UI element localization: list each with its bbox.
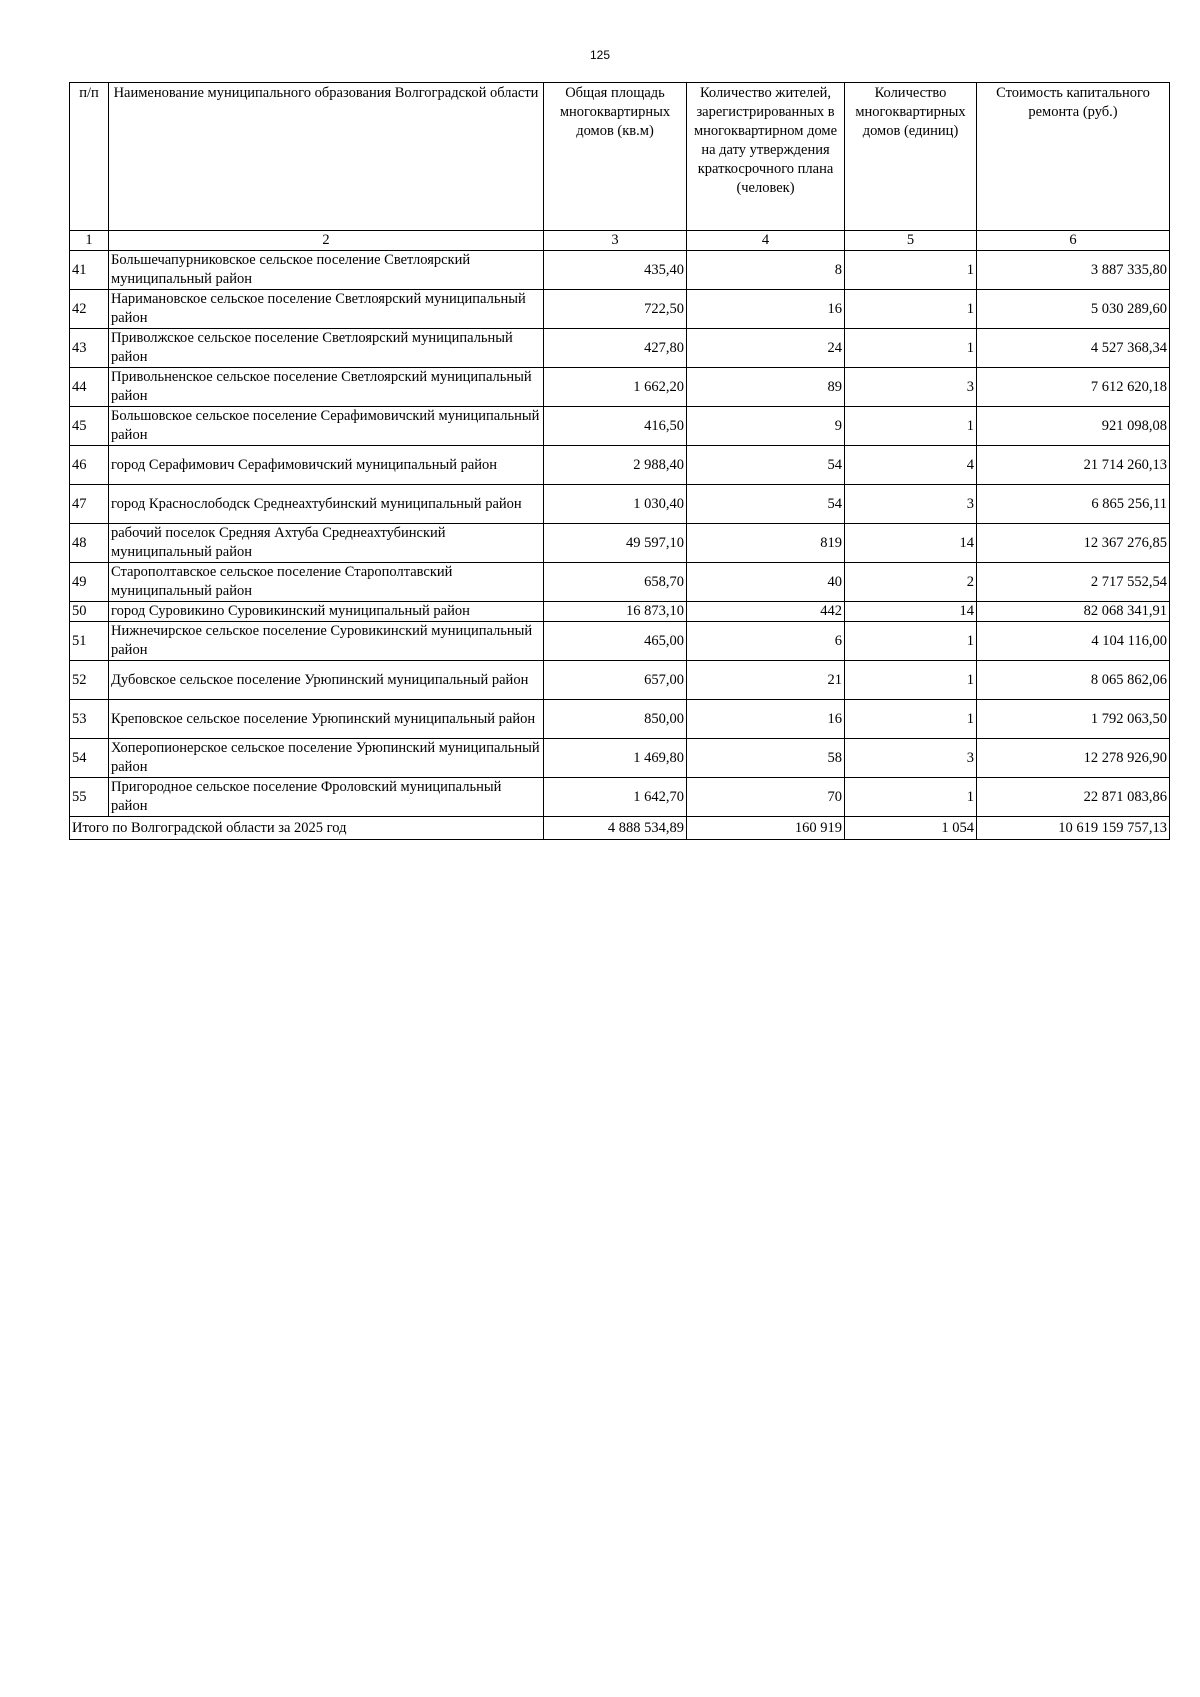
area-value: 416,50 [544,407,687,446]
houses-value: 14 [845,524,977,563]
area-value: 1 642,70 [544,778,687,817]
residents-value: 9 [687,407,845,446]
houses-value: 1 [845,251,977,290]
total-cost: 10 619 159 757,13 [977,817,1170,840]
table-row [70,602,1170,622]
municipality-name: Большечапурниковское сельское поселение Светлоярский муниципальный район [109,251,544,290]
row-number: 55 [70,778,109,817]
residents-value: 6 [687,622,845,661]
area-value: 465,00 [544,622,687,661]
residents-value: 58 [687,739,845,778]
municipality-name: Наримановское сельское поселение Светлоярский муниципальный район [109,290,544,329]
houses-value: 1 [845,622,977,661]
row-number: 47 [70,485,109,524]
column-number: 4 [687,231,845,251]
cost-value: 3 887 335,80 [977,251,1170,290]
residents-value: 442 [687,602,845,622]
header-area: Общая площадь многоквартирных домов (кв.м) [544,83,687,231]
residents-value: 21 [687,661,845,700]
table-row [70,251,1170,290]
area-value: 435,40 [544,251,687,290]
total-residents: 160 919 [687,817,845,840]
area-value: 2 988,40 [544,446,687,485]
row-number: 45 [70,407,109,446]
row-number: 42 [70,290,109,329]
row-number: 41 [70,251,109,290]
residents-value: 70 [687,778,845,817]
cost-value: 6 865 256,11 [977,485,1170,524]
row-number: 51 [70,622,109,661]
municipality-name: Привольненское сельское поселение Светлоярский муниципальный район [109,368,544,407]
residents-value: 16 [687,700,845,739]
table-row [70,739,1170,778]
municipality-name: Большовское сельское поселение Серафимовичский муниципальный район [109,407,544,446]
cost-value: 4 104 116,00 [977,622,1170,661]
houses-value: 14 [845,602,977,622]
column-number: 1 [70,231,109,251]
residents-value: 24 [687,329,845,368]
table-row [70,778,1170,817]
area-value: 16 873,10 [544,602,687,622]
area-value: 1 030,40 [544,485,687,524]
houses-value: 1 [845,778,977,817]
table-row [70,524,1170,563]
total-row [70,817,1170,840]
row-number: 44 [70,368,109,407]
area-value: 1 662,20 [544,368,687,407]
houses-value: 1 [845,407,977,446]
table-row [70,563,1170,602]
area-value: 722,50 [544,290,687,329]
cost-value: 12 367 276,85 [977,524,1170,563]
table-row [70,485,1170,524]
municipality-name: Нижнечирское сельское поселение Суровикинский муниципальный район [109,622,544,661]
municipality-name: Пригородное сельское поселение Фроловский муниципальный район [109,778,544,817]
houses-value: 4 [845,446,977,485]
cost-value: 2 717 552,54 [977,563,1170,602]
houses-value: 1 [845,700,977,739]
cost-value: 22 871 083,86 [977,778,1170,817]
municipality-name: Приволжское сельское поселение Светлоярский муниципальный район [109,329,544,368]
row-number: 54 [70,739,109,778]
cost-value: 7 612 620,18 [977,368,1170,407]
houses-value: 3 [845,368,977,407]
houses-value: 3 [845,739,977,778]
header-houses: Количество многоквартирных домов (единиц) [845,83,977,231]
residents-value: 89 [687,368,845,407]
column-number: 5 [845,231,977,251]
area-value: 427,80 [544,329,687,368]
column-number: 3 [544,231,687,251]
area-value: 49 597,10 [544,524,687,563]
header-cost: Стоимость капитального ремонта (руб.) [977,83,1170,231]
row-number: 43 [70,329,109,368]
residents-value: 54 [687,485,845,524]
cost-value: 21 714 260,13 [977,446,1170,485]
column-number: 6 [977,231,1170,251]
table-row [70,290,1170,329]
residents-value: 40 [687,563,845,602]
houses-value: 2 [845,563,977,602]
municipality-name: город Краснослободск Среднеахтубинский муниципальный район [109,485,544,524]
municipality-name: Хоперопионерское сельское поселение Урюпинский муниципальный район [109,739,544,778]
table-row [70,368,1170,407]
table-header-row [70,83,1170,231]
residents-value: 16 [687,290,845,329]
row-number: 53 [70,700,109,739]
row-number: 46 [70,446,109,485]
houses-value: 1 [845,329,977,368]
table-row [70,329,1170,368]
total-label: Итого по Волгоградской области за 2025 год [70,817,544,840]
cost-value: 5 030 289,60 [977,290,1170,329]
total-houses: 1 054 [845,817,977,840]
capital-repair-table [69,82,1170,840]
row-number: 50 [70,602,109,622]
row-number: 49 [70,563,109,602]
table-row [70,446,1170,485]
houses-value: 3 [845,485,977,524]
total-area: 4 888 534,89 [544,817,687,840]
municipality-name: Дубовское сельское поселение Урюпинский муниципальный район [109,661,544,700]
municipality-name: Креповское сельское поселение Урюпинский муниципальный район [109,700,544,739]
cost-value: 921 098,08 [977,407,1170,446]
page-number: 125 [589,48,611,62]
area-value: 1 469,80 [544,739,687,778]
table-row [70,407,1170,446]
residents-value: 819 [687,524,845,563]
column-number-row [70,231,1170,251]
area-value: 658,70 [544,563,687,602]
residents-value: 8 [687,251,845,290]
cost-value: 82 068 341,91 [977,602,1170,622]
residents-value: 54 [687,446,845,485]
houses-value: 1 [845,661,977,700]
municipality-name: Старополтавское сельское поселение Старополтавский муниципальный район [109,563,544,602]
row-number: 52 [70,661,109,700]
header-municipality: Наименование муниципального образования Волгоградской области [109,83,544,231]
municipality-name: город Серафимович Серафимовичский муниципальный район [109,446,544,485]
houses-value: 1 [845,290,977,329]
cost-value: 4 527 368,34 [977,329,1170,368]
area-value: 657,00 [544,661,687,700]
municipality-name: рабочий поселок Средняя Ахтуба Среднеахтубинский муниципальный район [109,524,544,563]
municipality-name: город Суровикино Суровикинский муниципальный район [109,602,544,622]
area-value: 850,00 [544,700,687,739]
column-number: 2 [109,231,544,251]
table-row [70,622,1170,661]
cost-value: 8 065 862,06 [977,661,1170,700]
cost-value: 12 278 926,90 [977,739,1170,778]
header-residents: Количество жителей, зарегистрированных в многоквартирном доме на дату утверждения краткосрочного плана (человек) [687,83,845,231]
row-number: 48 [70,524,109,563]
table-row [70,661,1170,700]
header-number: п/п [70,83,109,231]
cost-value: 1 792 063,50 [977,700,1170,739]
table-row [70,700,1170,739]
